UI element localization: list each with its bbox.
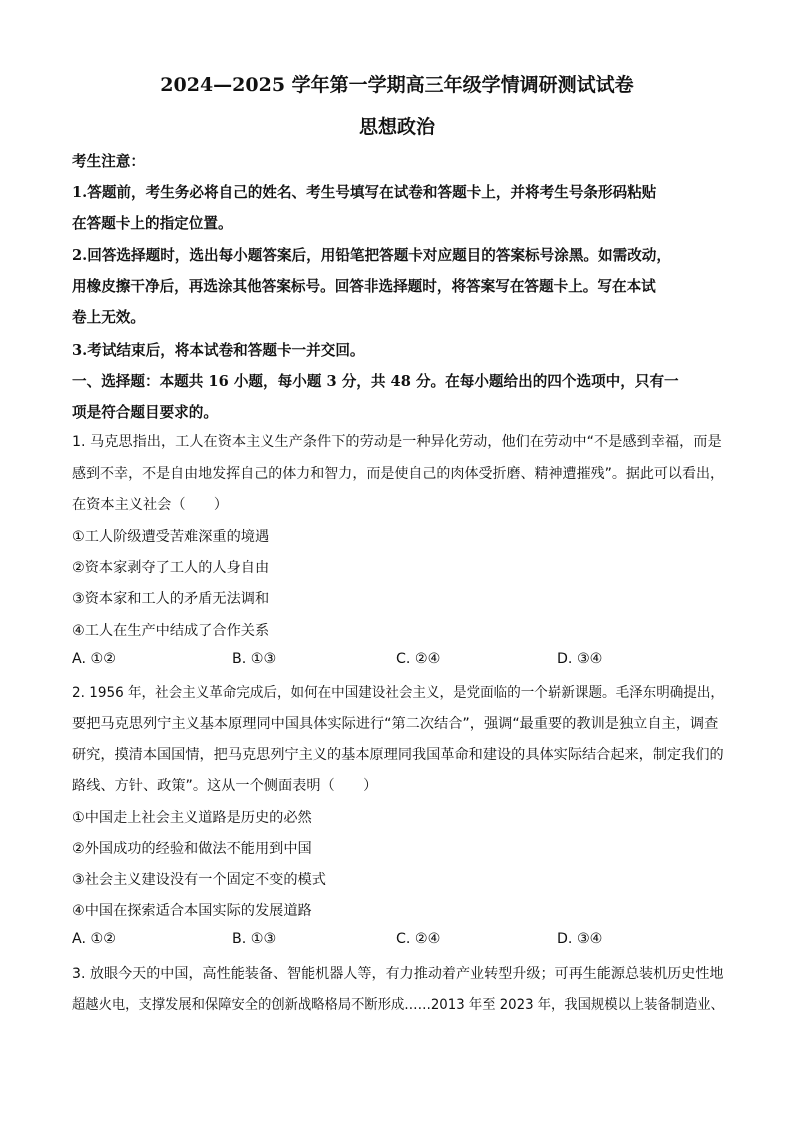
statement: ④工人在生产中结成了合作关系: [72, 623, 270, 639]
notice-line: 卷上无效。: [72, 309, 145, 326]
notice-line: 2.回答选择题时，选出每小题答案后，用铅笔把答题卡对应题目的答案标号涂黑。如需改动，: [72, 247, 671, 264]
question-stem-line: 3. 放眼今天的中国，高性能装备、智能机器人等，有力推动着产业转型升级；可再生能源总装机历史性地: [72, 966, 724, 982]
option-b: B. ①③: [232, 931, 277, 947]
option-d: D. ③④: [557, 931, 603, 947]
option-a: A. ①②: [72, 651, 116, 667]
option-a: A. ①②: [72, 931, 116, 947]
option-c: C. ②④: [396, 651, 441, 667]
statement: ②外国成功的经验和做法不能用到中国: [72, 841, 312, 857]
question-stem-line: 要把马克思列宁主义基本原理同中国具体实际进行“第二次结合”，强调“最重要的教训是独立自主，调查: [72, 716, 719, 732]
subject-title: 思想政治: [358, 116, 435, 138]
exam-title: 2024—2025 学年第一学期高三年级学情调研测试试卷: [160, 74, 634, 96]
statement: ③资本家和工人的矛盾无法调和: [72, 591, 270, 607]
section-heading: 项是符合题目要求的。: [72, 404, 218, 421]
question-stem-line: 研究，摸清本国国情，把马克思列宁主义的基本原理同我国革命和建设的具体实际结合起来，制定我们的: [72, 747, 724, 763]
question-stem-line: 在资本主义社会（ ）: [72, 497, 229, 513]
question-stem-line: 2. 1956 年，社会主义革命完成后，如何在中国建设社会主义，是党面临的一个崭新课题。毛泽东明确提出，: [72, 685, 724, 701]
statement: ④中国在探索适合本国实际的发展道路: [72, 903, 312, 919]
notice-line: 1.答题前，考生务必将自己的姓名、考生号填写在试卷和答题卡上，并将考生号条形码粘贴: [72, 184, 657, 201]
question-stem-line: 超越火电，支撑发展和保障安全的创新战略格局不断形成……2013 年至 2023 年，我国规模以上装备制造业、: [72, 997, 724, 1013]
statement: ①工人阶级遭受苦难深重的境遇: [72, 529, 270, 545]
statement: ②资本家剥夺了工人的人身自由: [72, 560, 270, 576]
option-d: D. ③④: [557, 651, 603, 667]
notice-heading: 考生注意：: [72, 153, 145, 170]
notice-line: 在答题卡上的指定位置。: [72, 215, 233, 232]
statement: ③社会主义建设没有一个固定不变的模式: [72, 872, 326, 888]
notice-line: 3.考试结束后，将本试卷和答题卡一并交回。: [72, 342, 365, 359]
option-c: C. ②④: [396, 931, 441, 947]
question-stem-line: 路线、方针、政策”。这从一个侧面表明（ ）: [72, 778, 378, 794]
section-heading: 一、选择题：本题共 16 小题，每小题 3 分，共 48 分。在每小题给出的四个选项中，只有一: [72, 373, 679, 390]
statement: ①中国走上社会主义道路是历史的必然: [72, 810, 312, 826]
question-stem-line: 感到不幸，不是自由地发挥自己的体力和智力，而是使自己的肉体受折磨、精神遭摧残”。据此可以看出，: [72, 466, 724, 482]
notice-line: 用橡皮擦干净后，再选涂其他答案标号。回答非选择题时，将答案写在答题卡上。写在本试: [72, 278, 656, 295]
question-stem-line: 1. 马克思指出，工人在资本主义生产条件下的劳动是一种异化劳动，他们在劳动中“不是感到幸福，而是: [72, 434, 722, 450]
option-b: B. ①③: [232, 651, 277, 667]
